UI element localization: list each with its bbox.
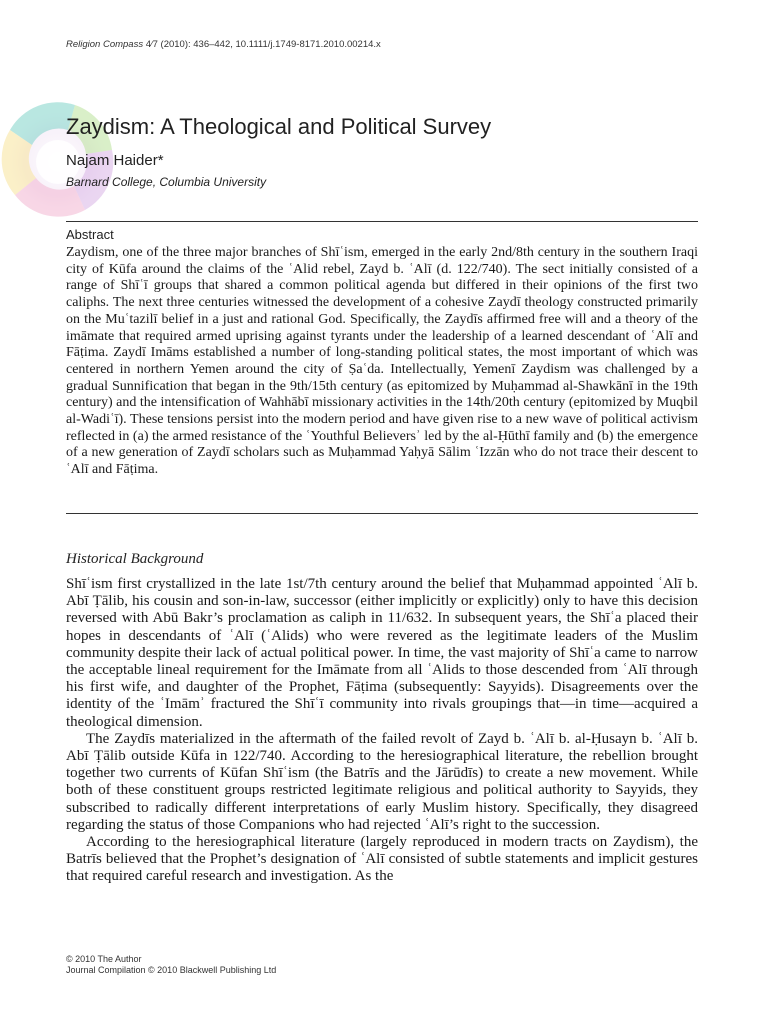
journal-name: Religion Compass [66,39,144,50]
section-heading: Historical Background [66,551,204,567]
journal-volume-doi: 4⁄7 (2010): 436–442, 10.1111/j.1749-8171.2010.00214.x [143,39,381,50]
abstract-heading: Abstract [66,227,114,242]
paragraph: The Zaydīs materialized in the aftermath of the failed revolt of Zayd b. ʿAlī b. al-Ḥusayn b. ʿAlī b. Abī Ṭālib outside Kūfa in 122/740. According to the heresiographical literature, the rebellion brought together two currents of Kūfan Shīʿism (the Batrīs and the Jārūdīs) to create a new movement. While both of these constituent groups restricted legitimate religious and political authority to Sayyids, they subscribed to radically different interpretations of early Muslim history. Specifically, they disagreed regarding the status of those Companions who had rejected ʿAlī’s right to the succession. [66,730,698,833]
page-footer [66,954,276,976]
section-body [66,576,698,886]
copyright-journal: Journal Compilation © 2010 Blackwell Publishing Ltd [66,965,277,975]
copyright-author: © 2010 The Author [66,954,142,964]
abstract-text: Zaydism, one of the three major branches of Shīʿism, emerged in the early 2nd/8th century in the southern Iraqi city of Kūfa around the claims of the ʿAlid rebel, Zayd b. ʿAlī (d. 122/740). The sect initially consisted of a range of Shīʿī groups that shared a common political agenda but differed in their opinions of the first two caliphs. The next three centuries witnessed the development of a cohesive Zaydī theology constructed primarily on the Muʿtazilī belief in a just and rational God. Specifically, the Zaydīs affirmed free will and a theory of the imāmate that required armed uprising against tyrants under the leadership of a learned descendant of ʿAlī and Fāṭima. Zaydī Imāms established a number of long-standing political states, the most important of which was centered in northern Yemen around the city of Ṣaʿda. Intellectually, Yemenī Zaydism was challenged by a gradual Sunnification that began in the 9th/15th century (as epitomized by Muḥammad al-Shawkānī in the 19th century) and the intensification of Wahhābī missionary activities in the 14th/20th century (epitomized by Muqbil al-Wadiʿī). These tensions persist into the modern period and have given rise to a new wave of political activism reflected in (a) the armed resistance of the ʿYouthful Believersʾ led by the al-Ḥūthī family and (b) the emergence of a new generation of Zaydī scholars such as Muḥammad Yaḥyā Sālim ʿIzzān who do not trace their descent to ʿAlī and Fāṭima. [66,245,698,478]
paragraph: Shīʿism first crystallized in the late 1st/7th century around the belief that Muḥammad appointed ʿAlī b. Abī Ṭālib, his cousin and son-in-law, successor (either implicitly or explicitly) only to have this decision reversed with Abū Bakr’s proclamation as caliph in 11/632. In subsequent years, the Shīʿa placed their hopes in descendants of ʿAlī (ʿAlids) who were revered as the legitimate leaders of the Muslim community despite their lack of actual political power. In time, the vast majority of Shīʿa came to narrow the acceptable lineal requirement for the Imāmate from all ʿAlids to those descended from ʿAlī through his first wife, and daughter of the Prophet, Fāṭima (subsequently: Sayyids). Disagreements over the identity of the ʿImāmʾ fractured the Shīʿī community into rivals groupings that—in time—acquired a theological dimension. [66,576,698,730]
abstract-bottom-rule [66,513,698,514]
author-affiliation: Barnard College, Columbia University [66,175,267,189]
journal-citation [66,39,381,50]
article-title: Zaydism: A Theological and Political Survey [66,114,492,139]
author-name: Najam Haider* [66,152,164,169]
abstract-top-rule [66,221,698,222]
paragraph: According to the heresiographical literature (largely reproduced in modern tracts on Zaydism), the Batrīs believed that the Prophet’s designation of ʿAlī consisted of subtle statements and implicit gestures that required careful research and investigation. As the [66,834,698,885]
